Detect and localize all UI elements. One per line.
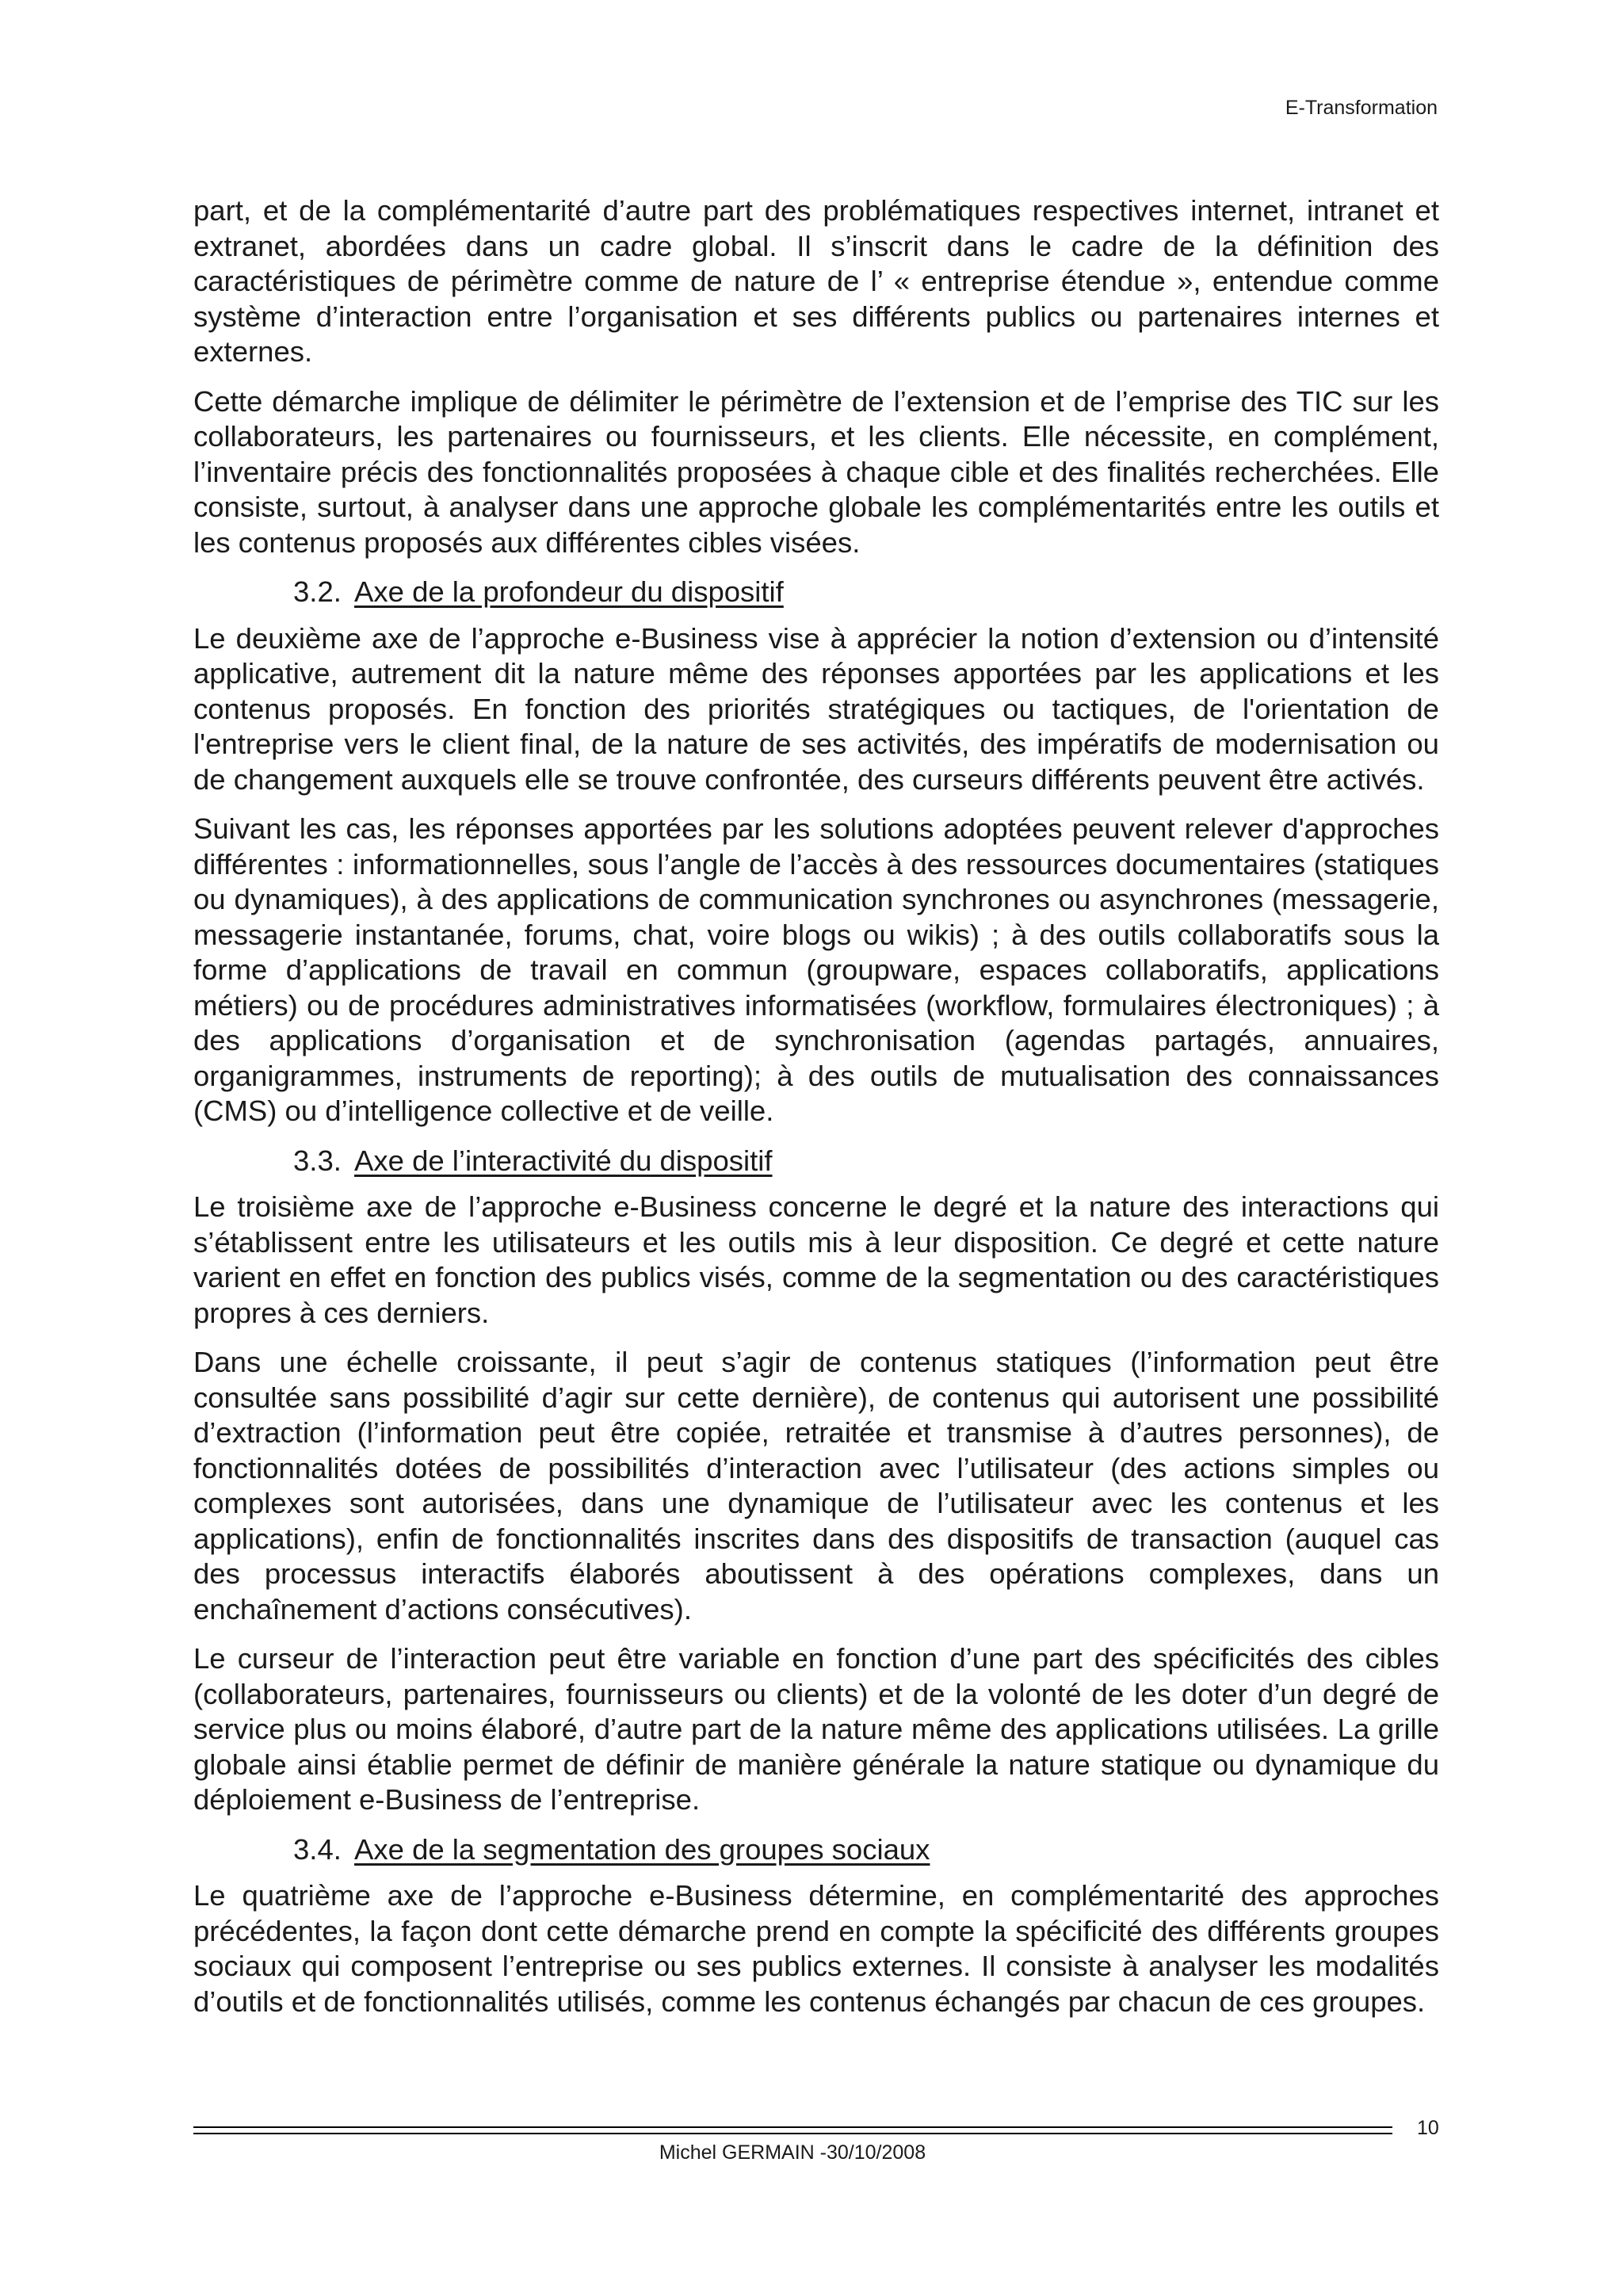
paragraph: Cette démarche implique de délimiter le périmètre de l’extension et de l’emprise des TIC sur les collaborateurs, les partenaires ou fournisseurs, et les clients. Elle nécessite, en complément, l’inventaire précis des fonctionnalités proposées à chaque cible et des finalités recherchées. Elle consiste, surtout, à analyser dans une approche globale les complémentarités entre les outils et les contenus proposés aux différentes cibles visées. [193, 384, 1439, 559]
document-body [193, 193, 1439, 2034]
paragraph: Le curseur de l’interaction peut être variable en fonction d’une part des spécificités des cibles (collaborateurs, partenaires, fournisseurs ou clients) et de la volonté de les doter d’un degré de service plus ou moins élaboré, d’autre part de la nature même des applications utilisées. La grille globale ainsi établie permet de définir de manière générale la nature statique ou dynamique du déploiement e-Business de l’entreprise. [193, 1642, 1439, 1816]
section-title: Axe de l’interactivité du dispositif [354, 1144, 773, 1177]
section-heading-3-2 [193, 575, 1439, 610]
page-number: 10 [1417, 2117, 1439, 2139]
paragraph: Dans une échelle croissante, il peut s’agir de contenus statiques (l’information peut être consultée sans possibilité d’agir sur cette dernière), de contenus qui autorisent une possibilité d’extraction (l’information peut être copiée, retraitée et transmise à d’autres personnes), de fonctionnalités dotées de possibilités d’interaction avec l’utilisateur (des actions simples ou complexes sont autorisées, dans une dynamique de l’utilisateur avec les contenus et les applications), enfin de fonctionnalités inscrites dans des dispositifs de transaction (auquel cas des processus interactifs élaborés aboutissent à des opérations complexes, dans un enchaînement d’actions consécutives). [193, 1346, 1439, 1626]
footer-author-date: Michel GERMAIN -30/10/2008 [659, 2141, 926, 2164]
paragraph: Le troisième axe de l’approche e-Business concerne le degré et la nature des interactions qui s’établissent entre les utilisateurs et les outils mis à leur disposition. Ce degré et cette nature varient en effet en fonction des publics visés, comme de la segmentation ou des caractéristiques propres à ces derniers. [193, 1190, 1439, 1329]
paragraph: part, et de la complémentarité d’autre part des problématiques respectives internet, intranet et extranet, abordées dans un cadre global. Il s’inscrit dans le cadre de la définition des caractéristiques de périmètre comme de nature de l’ « entreprise étendue », entendue comme système d’interaction entre l’organisation et ses différents publics ou partenaires internes et externes. [193, 194, 1439, 368]
footer-divider-bottom [193, 2133, 1392, 2134]
paragraph: Le deuxième axe de l’approche e-Business vise à apprécier la notion d’extension ou d’intensité applicative, autrement dit la nature même des réponses apportées par les applications et les contenus proposés. En fonction des priorités stratégiques ou tactiques, de l'orientation de l'entreprise vers le client final, de la nature de ses activités, des impératifs de modernisation ou de changement auxquels elle se trouve confrontée, des curseurs différents peuvent être activés. [193, 621, 1439, 796]
page-header-title: E-Transformation [1285, 97, 1438, 119]
paragraph: Le quatrième axe de l’approche e-Business détermine, en complémentarité des approches précédentes, la façon dont cette démarche prend en compte la spécificité des différents groupes sociaux qui composent l’entreprise ou ses publics externes. Il consiste à analyser les modalités d’outils et de fonctionnalités utilisés, comme les contenus échangés par chacun de ces groupes. [193, 1879, 1439, 2018]
section-title: Axe de la profondeur du dispositif [354, 575, 784, 608]
section-number: 3.4. [293, 1832, 342, 1866]
section-heading-3-4 [193, 1832, 1439, 1868]
section-title: Axe de la segmentation des groupes sociaux [354, 1832, 930, 1866]
section-number: 3.3. [293, 1144, 342, 1177]
paragraph: Suivant les cas, les réponses apportées par les solutions adoptées peuvent relever d'approches différentes : informationnelles, sous l’angle de l’accès à des ressources documentaires (statiques ou dynamiques), à des applications de communication synchrones ou asynchrones (messagerie, messagerie instantanée, forums, chat, voire blogs ou wikis) ; à des outils collaboratifs sous la forme d’applications de travail en commun (groupware, espaces collaboratifs, applications métiers) ou de procédures administratives informatisées (workflow, formulaires électroniques) ; à des applications d’organisation et de synchronisation (agendas partagés, annuaires, organigrammes, instruments de reporting); à des outils de mutualisation des connaissances (CMS) ou d’intelligence collective et de veille. [193, 812, 1439, 1127]
section-number: 3.2. [293, 575, 342, 608]
section-heading-3-3 [193, 1144, 1439, 1179]
footer-divider-top [193, 2126, 1392, 2128]
